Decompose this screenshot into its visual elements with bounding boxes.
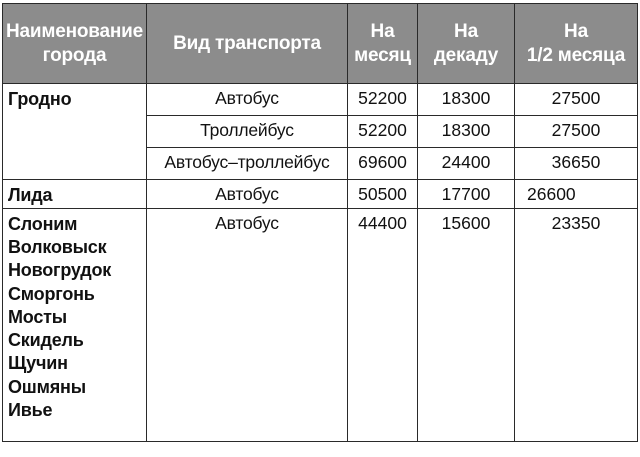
transport-cell: Автобус–троллейбус — [147, 148, 348, 180]
decade-cell: 18300 — [418, 84, 515, 116]
half-month-cell: 36650 — [515, 148, 638, 180]
header-decade: На декаду — [418, 4, 515, 84]
city-name: Слоним — [8, 214, 78, 234]
table-row — [3, 84, 638, 116]
city-cell — [3, 84, 147, 180]
decade-cell: 17700 — [418, 180, 515, 209]
month-cell: 50500 — [348, 180, 418, 209]
header-half-month: На 1/2 месяца — [515, 4, 638, 84]
city-cell — [3, 180, 147, 209]
fare-table — [2, 3, 638, 442]
header-city: Наименование города — [3, 4, 147, 84]
month-cell: 44400 — [348, 209, 418, 442]
city-name: Сморгонь — [8, 283, 95, 304]
decade-cell: 15600 — [418, 209, 515, 442]
city-cell — [3, 209, 147, 442]
transport-cell: Троллейбус — [147, 116, 348, 148]
header-transport: Вид транспорта — [147, 4, 348, 84]
city-name: Волковыск — [8, 237, 107, 258]
table-row — [3, 209, 638, 442]
month-cell: 52200 — [348, 116, 418, 148]
month-cell: 69600 — [348, 148, 418, 180]
half-month-cell: 26600 — [515, 180, 638, 209]
city-name: Щучин — [8, 353, 68, 374]
header-month: На месяц — [348, 4, 418, 84]
city-name: Ивье — [8, 399, 53, 420]
transport-cell: Автобус — [147, 180, 348, 209]
half-month-cell: 23350 — [515, 209, 638, 442]
decade-cell: 18300 — [418, 116, 515, 148]
decade-cell: 24400 — [418, 148, 515, 180]
city-name: Мосты — [8, 306, 67, 327]
city-name: Гродно — [8, 89, 72, 109]
half-month-cell: 27500 — [515, 84, 638, 116]
fare-table-container — [2, 3, 637, 441]
month-cell: 52200 — [348, 84, 418, 116]
table-row — [3, 180, 638, 209]
table-header-row — [3, 4, 638, 84]
city-name: Ошмяны — [8, 376, 86, 397]
transport-cell: Автобус — [147, 84, 348, 116]
half-month-cell: 27500 — [515, 116, 638, 148]
city-name: Новогрудок — [8, 260, 112, 281]
transport-cell: Автобус — [147, 209, 348, 442]
city-name: Скидель — [8, 330, 84, 351]
city-name: Лида — [8, 185, 53, 205]
